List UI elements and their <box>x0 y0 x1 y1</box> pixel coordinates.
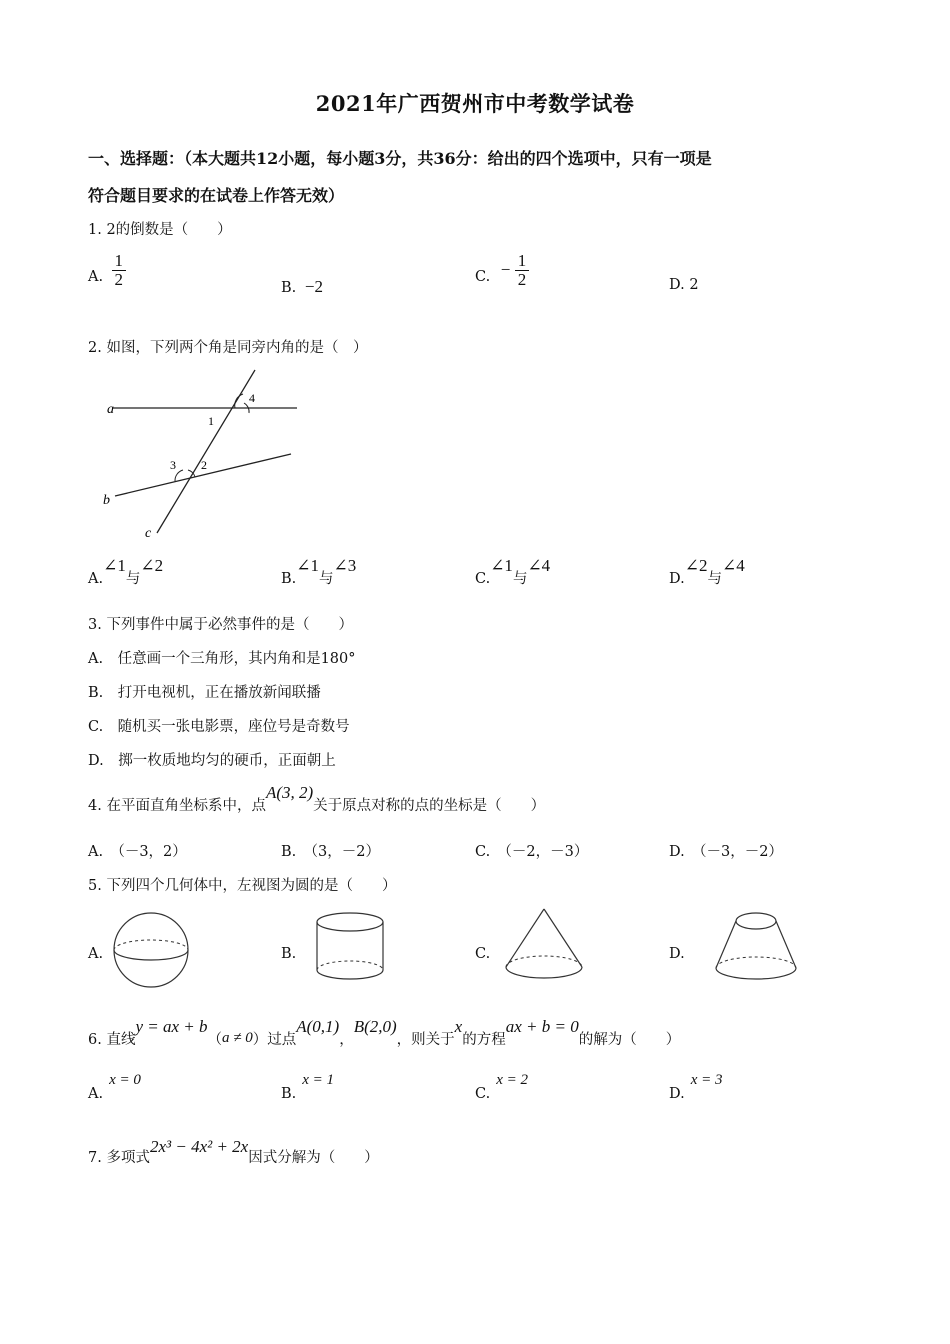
q3-option-a: A. 任意画一个三角形，其内角和是180° <box>88 651 356 667</box>
question-6-stem: 6. 直线y = ax + b（a ≠ 0）过点A(0,1)，B(2,0)，则关于x的方程ax + b = 0的解为（ ） <box>88 1017 681 1048</box>
q1-option-c: C. − $\frac{1}{2}$ <box>475 252 529 289</box>
question-3-stem: 3. 下列事件中属于必然事件的是（ ） <box>88 617 353 633</box>
q4-option-b: B. （3，－2） <box>281 844 380 860</box>
q4-option-d: D. （－3，－2） <box>669 844 783 860</box>
page-title: 2021年广西贺州市中考数学试卷 <box>315 91 635 116</box>
question-1-stem: 1. 2的倒数是（ ） <box>88 222 232 238</box>
q3-option-c: C. 随机买一张电影票，座位号是奇数号 <box>88 719 350 735</box>
q5-option-d-label: D. <box>669 946 685 962</box>
parallel-lines-figure <box>95 365 310 545</box>
fraction: $\frac{1}{2}$ <box>112 252 126 289</box>
cylinder-figure <box>310 908 390 988</box>
question-2-stem: 2. 如图，下列两个角是同旁内角的是（ ） <box>88 340 368 356</box>
fraction: $\frac{1}{2}$ <box>515 252 529 289</box>
q6-option-d: D.x = 3 <box>669 1072 723 1102</box>
line-b-label: b <box>103 493 110 508</box>
angle-2-label: 2 <box>201 458 207 472</box>
sphere-figure <box>108 910 198 990</box>
frustum-figure <box>710 908 802 990</box>
section-heading-line2: 符合题目要求的在试卷上作答无效） <box>88 186 345 205</box>
q6-option-b: B.x = 1 <box>281 1072 335 1102</box>
section-heading-line1: 一、选择题：（本大题共12小题，每小题3分，共36分：给出的四个选项中，只有一项是 <box>88 149 712 168</box>
line-c-label: c <box>145 526 152 541</box>
q2-option-d: D.∠2与∠4 <box>669 556 745 587</box>
q1-option-b: B. −2 <box>281 277 323 296</box>
q4-option-c: C. （－2，－3） <box>475 844 589 860</box>
q4-option-a: A. （－3，2） <box>88 844 187 860</box>
angle-3-label: 3 <box>170 458 176 472</box>
q5-option-b-label: B. <box>281 946 297 962</box>
q1-option-a: A. $\frac{1}{2}$ <box>88 252 126 289</box>
q5-option-c-label: C. <box>475 946 491 962</box>
q2-option-b: B.∠1与∠3 <box>281 556 357 587</box>
angle-1-label: 1 <box>208 414 214 428</box>
line-a-label: a <box>107 402 114 417</box>
cone-figure <box>498 905 590 987</box>
question-7-stem: 7. 多项式2x³ − 4x² + 2x因式分解为（ ） <box>88 1137 379 1166</box>
question-5-stem: 5. 下列四个几何体中，左视图为圆的是（ ） <box>88 878 397 894</box>
q6-option-a: A.x = 0 <box>88 1072 141 1102</box>
q2-option-a: A.∠1与∠2 <box>88 556 164 587</box>
angle-4-label: 4 <box>249 391 255 405</box>
q5-option-a-label: A. <box>88 946 104 962</box>
q2-option-c: C.∠1与∠4 <box>475 556 551 587</box>
q6-option-c: C.x = 2 <box>475 1072 528 1102</box>
q3-option-d: D. 掷一枚质地均匀的硬币，正面朝上 <box>88 753 336 769</box>
question-4-stem: 4. 在平面直角坐标系中，点A(3, 2)关于原点对称的点的坐标是（ ） <box>88 783 546 814</box>
q3-option-b: B. 打开电视机，正在播放新闻联播 <box>88 685 321 701</box>
q1-option-d: D. 2 <box>669 277 699 293</box>
